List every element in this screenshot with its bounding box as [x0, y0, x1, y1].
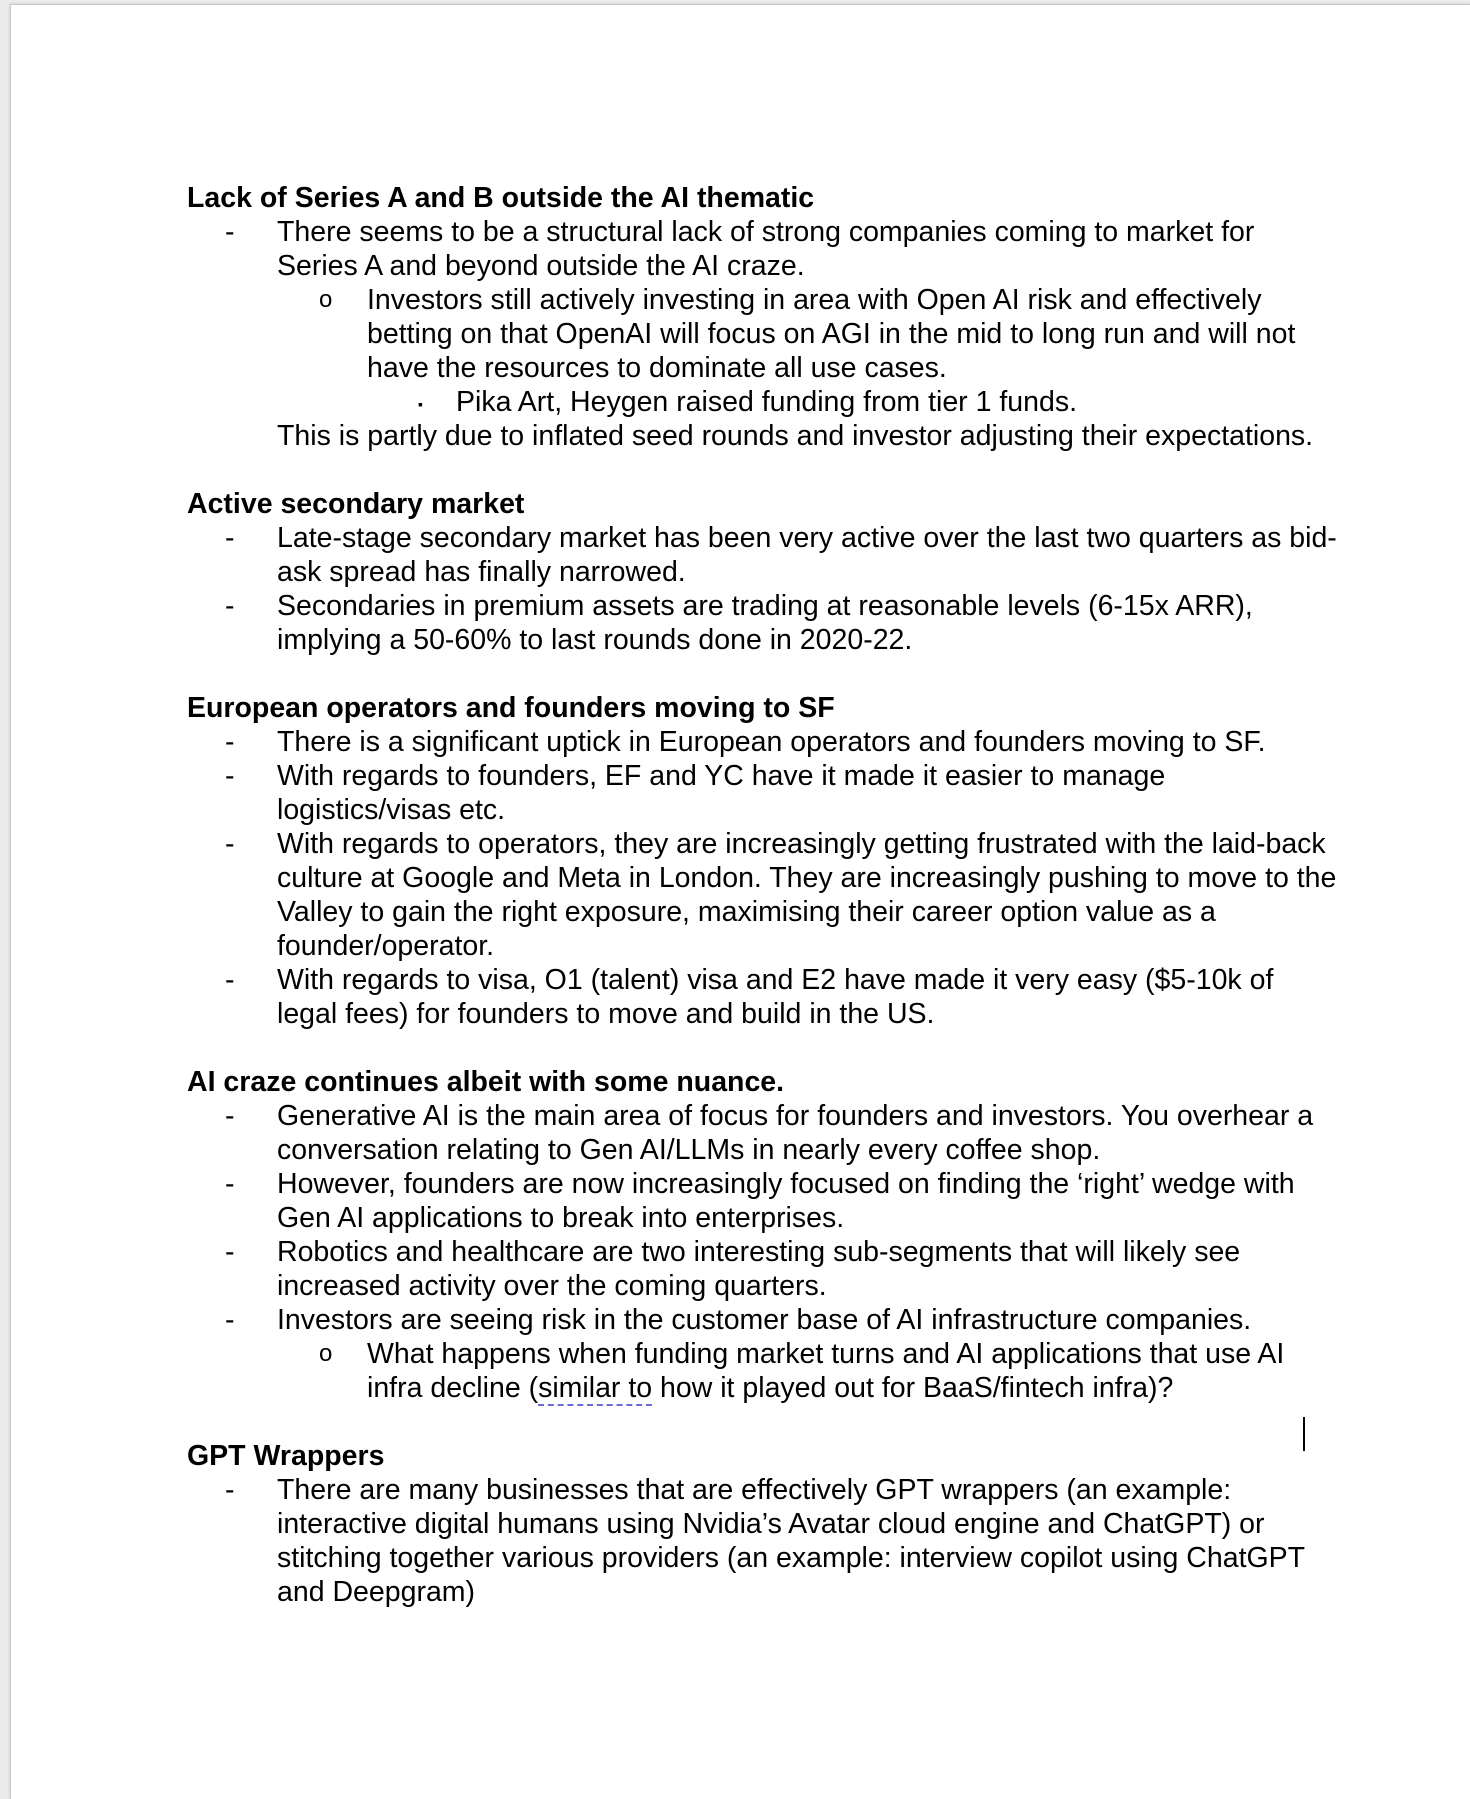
- bullet-text: Investors are seeing risk in the customer base of AI infrastructure companies.: [277, 1304, 1252, 1336]
- bullet-text: how it played out for BaaS/fintech infra)?: [652, 1372, 1174, 1404]
- square-bullet-icon: ▪: [418, 396, 423, 412]
- bullet-item: [187, 963, 1337, 1031]
- dash-bullet-icon: -: [225, 760, 235, 792]
- bullet-item: [187, 1303, 1337, 1337]
- bullet-item: [187, 521, 1337, 589]
- dash-bullet-icon: -: [225, 216, 235, 248]
- spellcheck-underlined-text[interactable]: similar to: [538, 1372, 653, 1404]
- dash-bullet-icon: -: [225, 726, 235, 758]
- bullet-text: There is a significant uptick in European operators and founders moving to SF.: [277, 726, 1266, 758]
- bullet-text: Secondaries in premium assets are trading at reasonable levels (6-15x ARR), implying a 50-60% to last rounds done in 2020-22.: [277, 590, 1253, 656]
- dash-bullet-icon: -: [225, 1236, 235, 1268]
- bullet-item: [187, 1167, 1337, 1235]
- text-cursor: [1303, 1417, 1305, 1451]
- section-gpt-wrappers: [187, 1439, 1337, 1609]
- paragraph-text: This is partly due to inflated seed rounds and investor adjusting their expectations.: [277, 420, 1314, 452]
- bullet-item: [187, 1099, 1337, 1167]
- section-european-operators: [187, 691, 1337, 1031]
- sub-bullet-item: [187, 283, 1337, 385]
- bullet-item: [187, 759, 1337, 827]
- sub-sub-bullet-item: [187, 385, 1337, 419]
- dash-bullet-icon: -: [225, 590, 235, 622]
- dash-bullet-icon: -: [225, 1168, 235, 1200]
- document-page: [10, 4, 1470, 1799]
- section-heading: Lack of Series A and B outside the AI thematic: [187, 182, 815, 214]
- sub-bullet-item: [187, 1337, 1337, 1405]
- bullet-item: [187, 215, 1337, 283]
- bullet-text: Investors still actively investing in area with Open AI risk and effectively betting on that OpenAI will focus on AGI in the mid to long run and will not have the resources to dominate all use cases.: [367, 284, 1296, 384]
- bullet-item: [187, 827, 1337, 963]
- bullet-text: Generative AI is the main area of focus for founders and investors. You overhear a conversation relating to Gen AI/LLMs in nearly every coffee shop.: [277, 1100, 1314, 1166]
- document-body[interactable]: [187, 181, 1337, 1643]
- dash-bullet-icon: -: [225, 828, 235, 860]
- circle-bullet-icon: o: [319, 286, 333, 313]
- bullet-text: However, founders are now increasingly focused on finding the ‘right’ wedge with Gen AI applications to break into enterprises.: [277, 1168, 1295, 1234]
- bullet-item: [187, 589, 1337, 657]
- bullet-text: There are many businesses that are effectively GPT wrappers (an example: interactive digital humans using Nvidia’s Avatar cloud engine and ChatGPT) or stitching together various providers (an example: interview copilot using ChatGPT and Deepgram): [277, 1474, 1305, 1608]
- bullet-text: With regards to operators, they are increasingly getting frustrated with the laid-back culture at Google and Meta in London. They are increasingly pushing to move to the Valley to gain the right exposure, maximising their career option value as a founder/operator.: [277, 828, 1337, 962]
- section-heading: GPT Wrappers: [187, 1440, 385, 1472]
- dash-bullet-icon: -: [225, 1304, 235, 1336]
- dash-bullet-icon: -: [225, 964, 235, 996]
- bullet-item: [187, 725, 1337, 759]
- section-heading: AI craze continues albeit with some nuance.: [187, 1066, 785, 1098]
- dash-bullet-icon: -: [225, 1474, 235, 1506]
- bullet-text: Pika Art, Heygen raised funding from tier 1 funds.: [456, 386, 1077, 418]
- section-heading: Active secondary market: [187, 488, 525, 520]
- section-ai-craze: [187, 1065, 1337, 1405]
- bullet-text: There seems to be a structural lack of strong companies coming to market for Series A and beyond outside the AI craze.: [277, 216, 1255, 282]
- bullet-text: Late-stage secondary market has been very active over the last two quarters as bid-ask spread has finally narrowed.: [277, 522, 1337, 588]
- section-secondary-market: [187, 487, 1337, 657]
- bullet-text: With regards to founders, EF and YC have it made it easier to manage logistics/visas etc.: [277, 760, 1166, 826]
- section-series-a-b: [187, 181, 1337, 453]
- bullet-item: [187, 1473, 1337, 1609]
- circle-bullet-icon: o: [319, 1340, 333, 1367]
- dash-bullet-icon: -: [225, 522, 235, 554]
- bullet-text: What happens when funding market turns and AI applications that use AI infra decline (: [367, 1338, 1285, 1404]
- dash-bullet-icon: -: [225, 1100, 235, 1132]
- bullet-text: With regards to visa, O1 (talent) visa and E2 have made it very easy ($5-10k of legal fees) for founders to move and build in the US.: [277, 964, 1274, 1030]
- bullet-item: [187, 1235, 1337, 1303]
- section-heading: European operators and founders moving to SF: [187, 692, 835, 724]
- bullet-text: Robotics and healthcare are two interesting sub-segments that will likely see increased activity over the coming quarters.: [277, 1236, 1241, 1302]
